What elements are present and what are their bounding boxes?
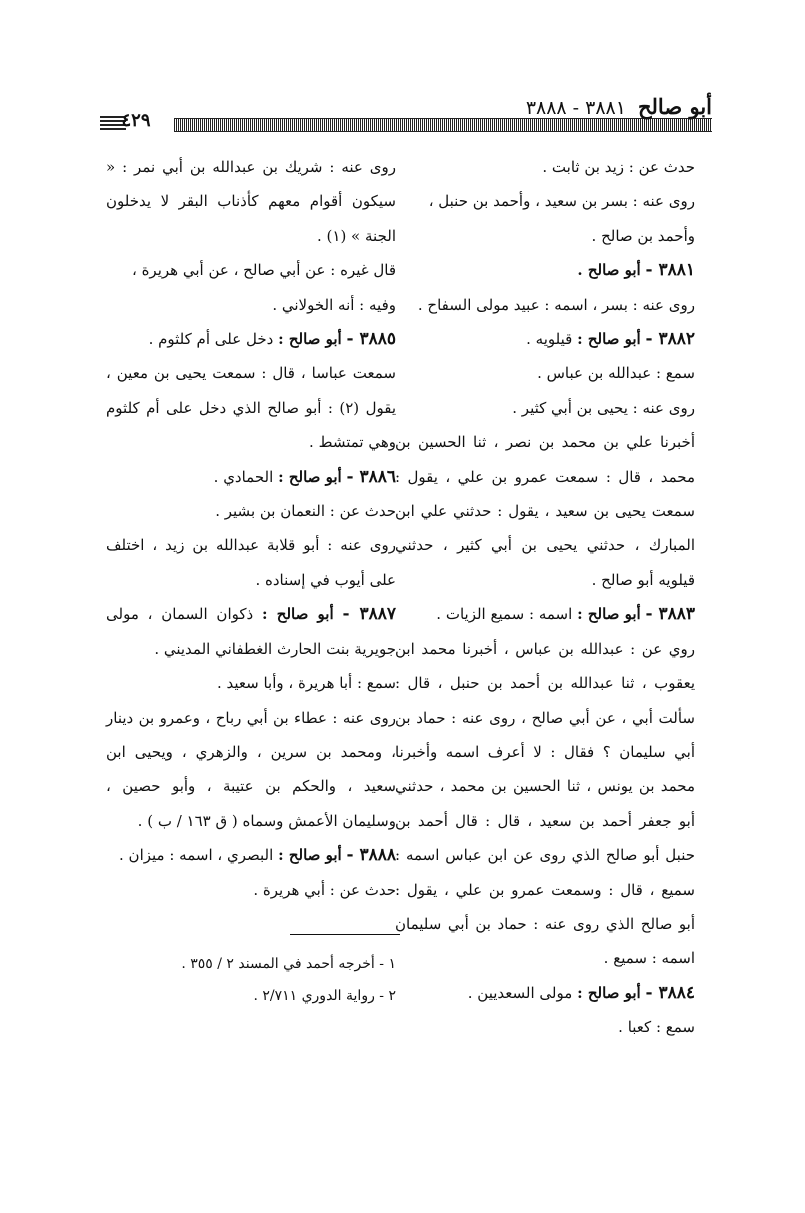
left-column <box>106 150 396 907</box>
page-number: ٤٢٩ <box>121 110 151 131</box>
paragraph: وفيه : أنه الخولاني . <box>272 295 396 314</box>
paragraph: حدث عن : زيد بن ثابت . <box>542 158 695 176</box>
paragraph: روى عنه : شريك بن عبدالله بن أبي نمر : « سيكون أقوام معهم كأذناب البقر لا يدخلون الجنة » (١) . <box>106 158 396 245</box>
header-range: ٣٨٨١ - ٣٨٨٨ <box>525 97 626 119</box>
paragraph: روى عنه : عطاء بن أبي رباح ، وعمرو بن دينار ، ومحمد بن سرين ، والزهري ، ويحيى ابن سعيد ، والحكم بن عتيبة ، وأبو حصين ، وسليمان الأعمش وسماه ( ق ١٦٣ / ب ) . <box>106 708 396 830</box>
paragraph: وأحمد بن صالح . <box>591 226 695 245</box>
footnote: ١ - أخرجه أحمد في المسند ٢ / ٣٥٥ . <box>181 956 396 972</box>
entry-heading: ٣٨٨٤ - أبو صالح : مولى السعديين . <box>467 982 695 1003</box>
header-name: أبو صالح <box>637 94 712 119</box>
footnote-separator <box>290 934 400 935</box>
paragraph: حدث عن : أبي هريرة . <box>253 880 396 899</box>
paragraph: أخبرنا علي بن محمد بن نصر ، ثنا الحسين بن محمد ، قال : سمعت عمرو بن علي ، يقول : سمعت يحيى بن سعيد ، يقول : حدثني علي ابن المبارك ، حدثني يحيى بن أبي كثير ، حدثني قيلويه أبو صالح . <box>395 433 695 589</box>
entry-heading: ٣٨٨١ - أبو صالح . <box>577 260 695 281</box>
paragraph: سمع : كعبا . <box>618 1018 695 1037</box>
header-rule <box>174 118 712 132</box>
paragraph: روى عنه : يحيى بن أبي كثير . <box>512 398 695 417</box>
entry-heading: ٣٨٨٨ - أبو صالح : البصري ، اسمه : ميزان . <box>119 845 396 866</box>
paragraph: روى عنه : بسر بن سعيد ، وأحمد بن حنبل ، <box>428 192 695 211</box>
paragraph: روي عن : عبدالله بن عباس ، أخبرنا محمد ابن يعقوب ، ثنا عبدالله بن أحمد بن حنبل ، قال : سألت أبي ، عن أبي صالح ، روى عنه : حماد بن أبي سليمان ؟ فقال : لا أعرف اسمه وأخبرنا محمد بن يونس ، ثنا الحسين بن محمد ، حدثني أبو جعفر أحمد بن سعيد ، قال : قال أحمد بن حنبل أبو صالح الذي روى عن ابن عباس اسمه : سميع ، قال : وسمعت عمرو بن علي ، يقول : أبو صالح الذي روى عنه : حماد بن أبي سليمان اسمه : سميع . <box>395 639 695 968</box>
entry-heading: ٣٨٨٥ - أبو صالح : دخل على أم كلثوم . <box>148 329 396 350</box>
entry-heading: ٣٨٨٣ - أبو صالح : اسمه : سميع الزيات . <box>436 604 695 625</box>
header-title <box>526 94 712 119</box>
paragraph: روى عنه : بسر ، اسمه : عبيد مولى السفاح . <box>417 295 695 314</box>
running-header <box>100 94 712 134</box>
footnotes <box>106 948 396 1012</box>
paragraph: سمعت عباسا ، قال : سمعت يحيى بن معين ، يقول (٢) : أبو صالح الذي دخل على أم كلثوم وهي تمتشط . <box>106 364 396 452</box>
right-column <box>395 150 695 1045</box>
paragraph: حدث عن : النعمان بن بشير . <box>215 502 396 521</box>
paragraph: سمع : أبا هريرة ، وأبا سعيد . <box>216 674 396 693</box>
entry-heading: ٣٨٨٢ - أبو صالح : قيلويه . <box>526 329 695 350</box>
entry-heading: ٣٨٨٧ - أبو صالح : ذكوان السمان ، مولى جويرية بنت الحارث الغطفاني المديني . <box>106 604 396 658</box>
paragraph: سمع : عبدالله بن عباس . <box>537 364 695 383</box>
paragraph: روى عنه : أبو قلابة عبدالله بن زيد ، اختلف على أيوب في إسناده . <box>106 536 396 589</box>
footnote: ٢ - رواية الدوري ٢/٧١١ . <box>253 988 396 1004</box>
paragraph: قال غيره : عن أبي صالح ، عن أبي هريرة ، <box>131 261 396 280</box>
entry-heading: ٣٨٨٦ - أبو صالح : الحمادي . <box>213 466 396 487</box>
